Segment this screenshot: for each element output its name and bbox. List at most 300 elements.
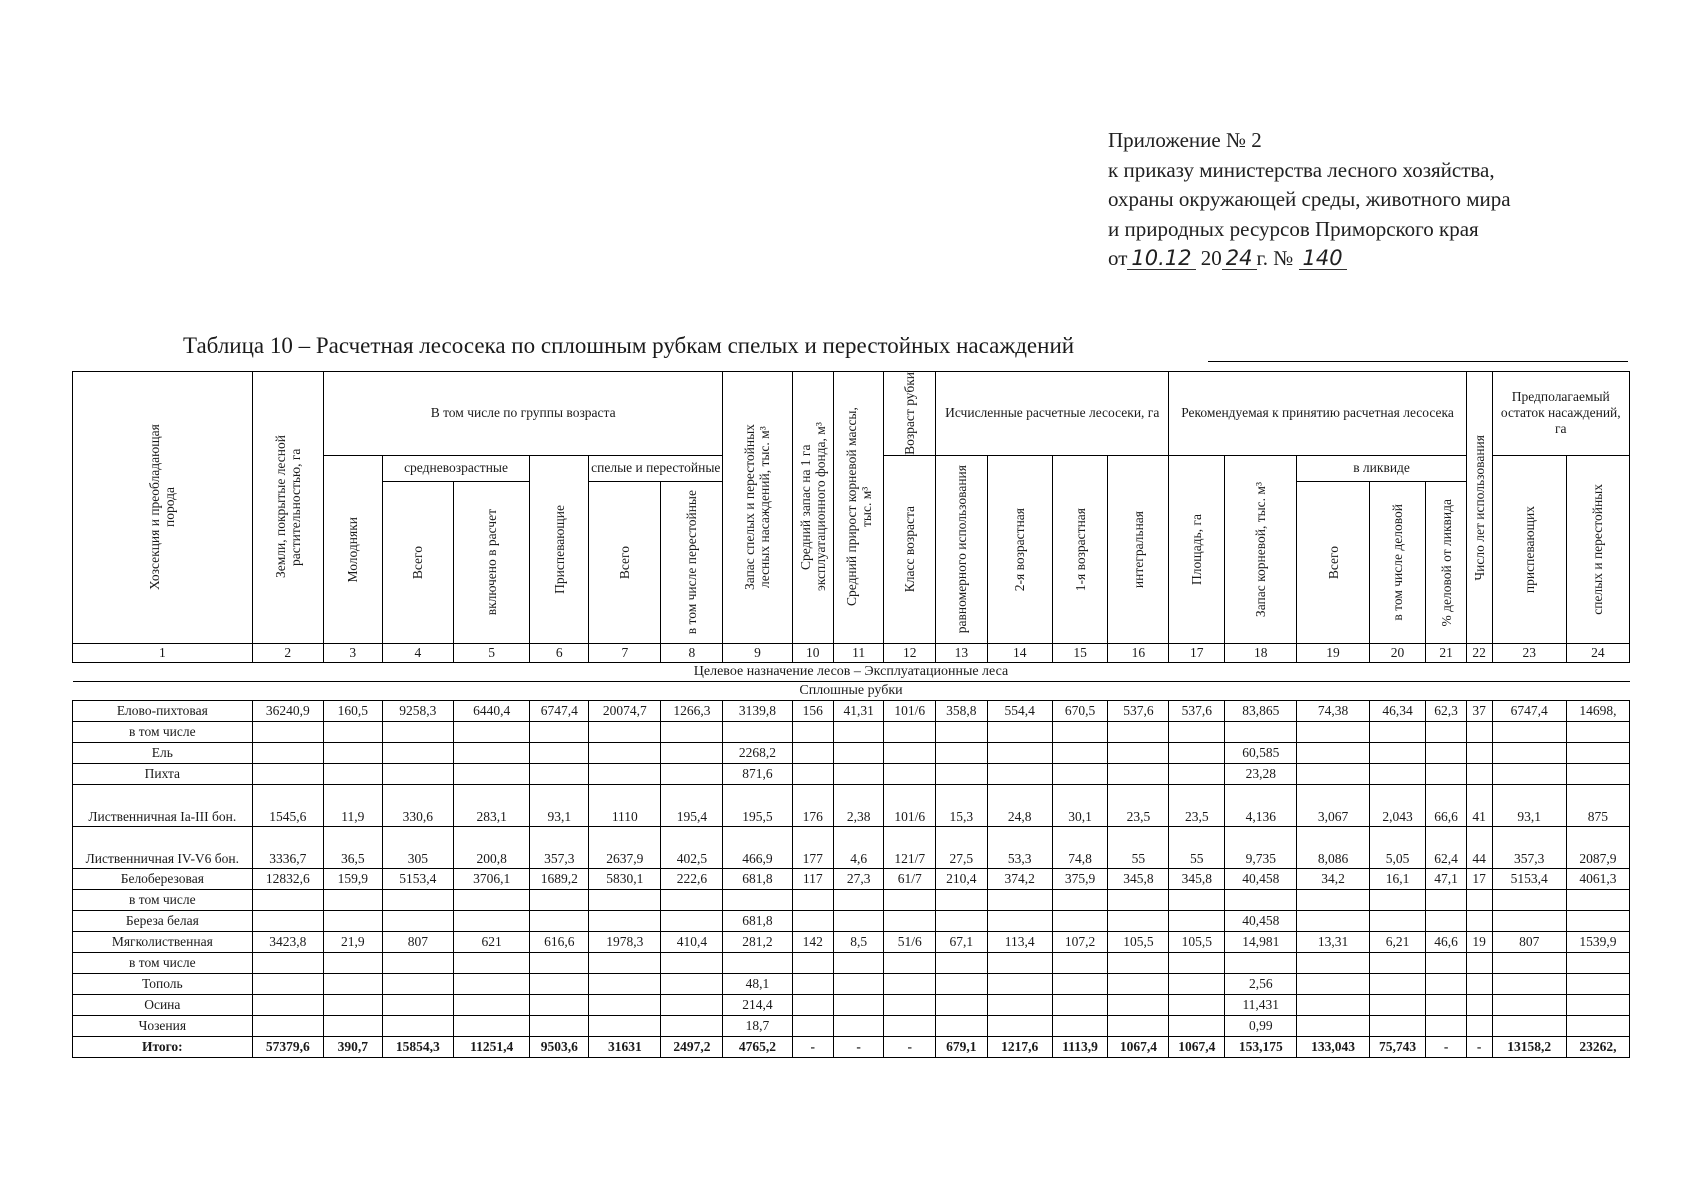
column-number: 4	[382, 643, 453, 662]
table-cell	[884, 1015, 936, 1036]
table-row	[73, 763, 1630, 784]
table-cell: 16,1	[1369, 868, 1426, 889]
table-cell	[1426, 721, 1466, 742]
table-cell: 1539,9	[1566, 931, 1629, 952]
table-cell: 375,9	[1052, 868, 1108, 889]
table-cell: 74,38	[1297, 700, 1369, 721]
table-cell	[1225, 952, 1297, 973]
table-cell: 6747,4	[1492, 700, 1566, 721]
table-cell	[833, 994, 884, 1015]
group-header: В том числе по группы возраста	[323, 372, 723, 456]
section-subtitle: Сплошные рубки	[73, 681, 1630, 700]
table-cell: 9503,6	[530, 1036, 589, 1057]
table-row	[73, 826, 1630, 868]
table-cell	[453, 889, 529, 910]
column-number: 24	[1566, 643, 1629, 662]
table-cell	[589, 721, 661, 742]
row-name: Тополь	[73, 973, 253, 994]
row-name: Чозения	[73, 1015, 253, 1036]
table-cell: 8,5	[833, 931, 884, 952]
table-cell	[884, 742, 936, 763]
table-cell	[792, 952, 833, 973]
table-cell: 11,431	[1225, 994, 1297, 1015]
table-cell	[792, 1015, 833, 1036]
table-cell: 5,05	[1369, 826, 1426, 868]
table-cell	[1225, 721, 1297, 742]
table-cell: 93,1	[530, 784, 589, 826]
table-cell: 214,4	[723, 994, 792, 1015]
table-cell	[589, 952, 661, 973]
table-row	[73, 721, 1630, 742]
table-cell	[884, 721, 936, 742]
table-cell: 93,1	[1492, 784, 1566, 826]
table-row	[73, 931, 1630, 952]
table-cell: 3706,1	[453, 868, 529, 889]
table-cell	[382, 994, 453, 1015]
row-name: Лиственничная IV-V6 бон.	[73, 826, 253, 868]
table-cell	[453, 952, 529, 973]
table-cell	[1297, 994, 1369, 1015]
col-header: Возраст рубки	[884, 372, 936, 456]
table-cell: 107,2	[1052, 931, 1108, 952]
col-header: Всего	[382, 481, 453, 643]
table-cell	[1052, 889, 1108, 910]
column-number: 10	[792, 643, 833, 662]
table-cell: 21,9	[323, 931, 382, 952]
order-number: 140	[1299, 247, 1347, 270]
column-number: 18	[1225, 643, 1297, 662]
order-year: 24	[1222, 247, 1257, 270]
column-number: 3	[323, 643, 382, 662]
table-cell	[1369, 889, 1426, 910]
col-header: включено в расчет	[453, 481, 529, 643]
table-cell	[1369, 973, 1426, 994]
table-cell	[1297, 763, 1369, 784]
table-cell	[1169, 994, 1225, 1015]
column-number: 6	[530, 643, 589, 662]
table-cell: 23,5	[1108, 784, 1169, 826]
table-cell	[1466, 910, 1492, 931]
table-cell: 23262,	[1566, 1036, 1629, 1057]
table-cell: 4,136	[1225, 784, 1297, 826]
table-cell	[589, 1015, 661, 1036]
appendix-line: и природных ресурсов Приморского края	[1108, 216, 1479, 241]
table-cell: 83,865	[1225, 700, 1297, 721]
table-cell	[792, 763, 833, 784]
column-number: 5	[453, 643, 529, 662]
table-cell: 357,3	[1492, 826, 1566, 868]
col-header: Земли, покрытые лесной растительностью, га	[252, 372, 323, 644]
table-cell	[1297, 742, 1369, 763]
col-header: Всего	[1297, 481, 1369, 643]
table-cell: 19	[1466, 931, 1492, 952]
group-header: средневозрастные	[382, 455, 530, 481]
table-cell	[661, 721, 723, 742]
table-cell	[1566, 910, 1629, 931]
col-header: в том числе перестойные	[661, 481, 723, 643]
table-cell	[453, 763, 529, 784]
table-cell: 554,4	[987, 700, 1052, 721]
table-cell: 200,8	[453, 826, 529, 868]
row-name: Мягколиственная	[73, 931, 253, 952]
table-row	[73, 952, 1630, 973]
table-cell: -	[1426, 1036, 1466, 1057]
table-cell	[1108, 742, 1169, 763]
table-cell: 402,5	[661, 826, 723, 868]
table-cell	[589, 910, 661, 931]
table-cell: 74,8	[1052, 826, 1108, 868]
column-number: 9	[723, 643, 792, 662]
table-cell	[453, 742, 529, 763]
table-cell	[1169, 1015, 1225, 1036]
row-name: Береза белая	[73, 910, 253, 931]
table-cell: 410,4	[661, 931, 723, 952]
table-cell: 121/7	[884, 826, 936, 868]
table-cell	[884, 994, 936, 1015]
table-cell: 1067,4	[1169, 1036, 1225, 1057]
table-cell: 871,6	[723, 763, 792, 784]
table-cell: 30,1	[1052, 784, 1108, 826]
table-cell	[589, 973, 661, 994]
table-cell	[1466, 742, 1492, 763]
table-cell	[1225, 889, 1297, 910]
table-cell: -	[792, 1036, 833, 1057]
table-cell	[1426, 910, 1466, 931]
table-cell	[323, 952, 382, 973]
col-header: Средний прирост корневой массы, тыс. м³	[833, 372, 884, 644]
table-cell: 2497,2	[661, 1036, 723, 1057]
table-cell: 75,743	[1369, 1036, 1426, 1057]
table-cell: 37	[1466, 700, 1492, 721]
table-cell: 6,21	[1369, 931, 1426, 952]
column-number: 19	[1297, 643, 1369, 662]
table-cell: 2268,2	[723, 742, 792, 763]
table-row	[73, 784, 1630, 826]
table-cell	[453, 973, 529, 994]
table-cell	[1492, 742, 1566, 763]
table-cell	[936, 889, 988, 910]
table-cell: 537,6	[1169, 700, 1225, 721]
column-number: 17	[1169, 643, 1225, 662]
column-number: 2	[252, 643, 323, 662]
table-cell	[382, 763, 453, 784]
table-cell: 160,5	[323, 700, 382, 721]
col-header: Класс возраста	[884, 455, 936, 643]
column-number: 11	[833, 643, 884, 662]
table-cell	[1297, 973, 1369, 994]
table-cell: 133,043	[1297, 1036, 1369, 1057]
table-cell: 9,735	[1225, 826, 1297, 868]
table-cell	[589, 742, 661, 763]
column-number: 14	[987, 643, 1052, 662]
table-cell: 113,4	[987, 931, 1052, 952]
table-cell	[1297, 721, 1369, 742]
table-cell	[530, 742, 589, 763]
col-header: Число лет использования	[1466, 372, 1492, 644]
group-header: Предполагаемый остаток насаждений, га	[1492, 372, 1629, 456]
table-cell	[1566, 994, 1629, 1015]
table-cell	[936, 910, 988, 931]
table-cell	[1369, 910, 1426, 931]
table-cell: 36,5	[323, 826, 382, 868]
table-cell	[792, 889, 833, 910]
table-cell: 153,175	[1225, 1036, 1297, 1057]
table-cell	[1297, 1015, 1369, 1036]
table-cell: 3139,8	[723, 700, 792, 721]
table-row	[73, 742, 1630, 763]
table-cell: 195,5	[723, 784, 792, 826]
table-cell	[833, 742, 884, 763]
from-label: от	[1108, 246, 1128, 270]
table-cell: 357,3	[530, 826, 589, 868]
year-prefix: 20	[1200, 246, 1222, 270]
order-date: 10.12	[1127, 247, 1195, 270]
table-cell	[252, 910, 323, 931]
table-cell: -	[1466, 1036, 1492, 1057]
col-header: Молодняки	[323, 455, 382, 643]
table-cell	[1492, 973, 1566, 994]
table-cell	[833, 763, 884, 784]
table-cell	[382, 910, 453, 931]
table-cell: 807	[1492, 931, 1566, 952]
table-cell	[1369, 721, 1426, 742]
table-cell: 374,2	[987, 868, 1052, 889]
table-cell: 616,6	[530, 931, 589, 952]
table-cell	[1108, 1015, 1169, 1036]
table-cell: 159,9	[323, 868, 382, 889]
table-cell	[1108, 763, 1169, 784]
row-name: Елово-пихтовая	[73, 700, 253, 721]
table-cell	[936, 742, 988, 763]
table-cell: 621	[453, 931, 529, 952]
table-cell	[661, 763, 723, 784]
divider	[1208, 361, 1628, 362]
table-cell	[723, 721, 792, 742]
table-cell: 1217,6	[987, 1036, 1052, 1057]
table-cell: 40,458	[1225, 868, 1297, 889]
table-cell: 358,8	[936, 700, 988, 721]
table-cell	[884, 952, 936, 973]
table-cell	[1566, 721, 1629, 742]
table-cell	[252, 1015, 323, 1036]
table-cell: 4765,2	[723, 1036, 792, 1057]
col-header: Средний запас на 1 га эксплуатационного фонда, м³	[792, 372, 833, 644]
table-cell	[1466, 1015, 1492, 1036]
table-cell	[1426, 994, 1466, 1015]
section-title: Целевое назначение лесов – Эксплуатационные леса	[73, 662, 1630, 681]
table-cell	[1108, 973, 1169, 994]
table-cell: 1689,2	[530, 868, 589, 889]
table-cell	[1052, 721, 1108, 742]
column-number: 7	[589, 643, 661, 662]
table-cell: 117	[792, 868, 833, 889]
column-number-row	[73, 643, 1630, 662]
table-cell	[987, 1015, 1052, 1036]
table-cell	[323, 742, 382, 763]
table-cell: 1978,3	[589, 931, 661, 952]
table-cell: 17	[1466, 868, 1492, 889]
table-cell: 105,5	[1169, 931, 1225, 952]
table-cell	[1369, 1015, 1426, 1036]
table-cell	[252, 889, 323, 910]
table-cell	[792, 994, 833, 1015]
table-row	[73, 994, 1630, 1015]
table-cell: 6747,4	[530, 700, 589, 721]
table-cell: 20074,7	[589, 700, 661, 721]
col-header: интегральная	[1108, 455, 1169, 643]
table-cell: 23,5	[1169, 784, 1225, 826]
table-cell: 15854,3	[382, 1036, 453, 1057]
table-cell: 8,086	[1297, 826, 1369, 868]
table-cell	[987, 952, 1052, 973]
table-cell: 3336,7	[252, 826, 323, 868]
col-header: 2-я возрастная	[987, 455, 1052, 643]
table-cell	[1169, 910, 1225, 931]
table-cell: 60,585	[1225, 742, 1297, 763]
column-number: 23	[1492, 643, 1566, 662]
table-cell: 330,6	[382, 784, 453, 826]
table-cell: 11251,4	[453, 1036, 529, 1057]
table-cell	[1052, 763, 1108, 784]
table-cell: 176	[792, 784, 833, 826]
table-cell	[792, 973, 833, 994]
table-cell: 0,99	[1225, 1015, 1297, 1036]
table-cell	[1169, 721, 1225, 742]
table-cell	[252, 763, 323, 784]
table-cell	[661, 910, 723, 931]
table-cell	[530, 910, 589, 931]
table-cell: 44	[1466, 826, 1492, 868]
table-cell: 679,1	[936, 1036, 988, 1057]
table-cell: 105,5	[1108, 931, 1169, 952]
table-cell: 2087,9	[1566, 826, 1629, 868]
col-header: Приспевающие	[530, 455, 589, 643]
row-name: Пихта	[73, 763, 253, 784]
table-cell	[1566, 973, 1629, 994]
col-header: в том числе деловой	[1369, 481, 1426, 643]
table-cell: 4061,3	[1566, 868, 1629, 889]
table-cell: 807	[382, 931, 453, 952]
table-cell	[252, 994, 323, 1015]
group-header: Исчисленные расчетные лесосеки, га	[936, 372, 1169, 456]
table-cell	[252, 721, 323, 742]
table-cell: 1110	[589, 784, 661, 826]
table-cell	[987, 994, 1052, 1015]
table-cell	[1466, 763, 1492, 784]
table-cell: 9258,3	[382, 700, 453, 721]
table-cell: 3423,8	[252, 931, 323, 952]
table-cell: 40,458	[1225, 910, 1297, 931]
table-cell	[1492, 952, 1566, 973]
table-cell	[1492, 910, 1566, 931]
table-cell: 681,8	[723, 910, 792, 931]
table-cell	[323, 889, 382, 910]
column-number: 8	[661, 643, 723, 662]
table-cell	[884, 910, 936, 931]
table-cell: 14,981	[1225, 931, 1297, 952]
table-cell	[987, 973, 1052, 994]
table-cell	[323, 763, 382, 784]
table-cell	[936, 973, 988, 994]
table-cell: 1113,9	[1052, 1036, 1108, 1057]
table-cell	[987, 763, 1052, 784]
table-cell	[723, 889, 792, 910]
table-cell: 390,7	[323, 1036, 382, 1057]
col-header: Всего	[589, 481, 661, 643]
row-name: Итого:	[73, 1036, 253, 1057]
table-cell: 36240,9	[252, 700, 323, 721]
table-cell	[1169, 742, 1225, 763]
table-cell: 681,8	[723, 868, 792, 889]
table-cell	[323, 721, 382, 742]
table-cell	[1052, 742, 1108, 763]
column-number: 1	[73, 643, 253, 662]
table-cell	[1492, 763, 1566, 784]
table-cell	[530, 952, 589, 973]
table-cell	[530, 889, 589, 910]
row-name: Лиственничная Ia-III бон.	[73, 784, 253, 826]
table-cell: 101/6	[884, 700, 936, 721]
table-cell	[1492, 994, 1566, 1015]
table-cell	[1369, 994, 1426, 1015]
table-cell	[792, 742, 833, 763]
table-cell	[661, 994, 723, 1015]
table-cell	[1492, 1015, 1566, 1036]
row-name: в том числе	[73, 889, 253, 910]
table-cell	[323, 973, 382, 994]
table-cell	[1566, 889, 1629, 910]
table-cell	[1426, 973, 1466, 994]
table-cell: 670,5	[1052, 700, 1108, 721]
group-header: спелые и перестойные	[589, 455, 723, 481]
table-cell	[833, 952, 884, 973]
table-cell: 27,5	[936, 826, 988, 868]
table-cell	[1108, 952, 1169, 973]
table-cell	[1426, 1015, 1466, 1036]
table-cell: 2,56	[1225, 973, 1297, 994]
table-cell	[1426, 889, 1466, 910]
table-cell: -	[833, 1036, 884, 1057]
table-cell: 222,6	[661, 868, 723, 889]
table-cell	[1169, 973, 1225, 994]
table-cell	[792, 910, 833, 931]
appendix-line: Приложение № 2	[1108, 128, 1262, 152]
table-row	[73, 1036, 1630, 1057]
table-cell	[1297, 889, 1369, 910]
table-cell	[382, 952, 453, 973]
table-cell: 345,8	[1108, 868, 1169, 889]
col-header: спелых и перестойных	[1566, 455, 1629, 643]
table-cell: 4,6	[833, 826, 884, 868]
table-cell: 3,067	[1297, 784, 1369, 826]
table-cell	[1169, 889, 1225, 910]
table-cell: 1266,3	[661, 700, 723, 721]
col-header: Площадь, га	[1169, 455, 1225, 643]
table-cell	[589, 889, 661, 910]
table-cell	[382, 721, 453, 742]
table-cell: 23,28	[1225, 763, 1297, 784]
table-cell: 48,1	[723, 973, 792, 994]
column-number: 13	[936, 643, 988, 662]
table-cell	[1466, 994, 1492, 1015]
table-cell: 283,1	[453, 784, 529, 826]
table-cell	[1566, 1015, 1629, 1036]
table-cell	[1169, 763, 1225, 784]
column-number: 16	[1108, 643, 1169, 662]
table-cell: 62,4	[1426, 826, 1466, 868]
table-cell	[1566, 742, 1629, 763]
table-cell	[1108, 994, 1169, 1015]
